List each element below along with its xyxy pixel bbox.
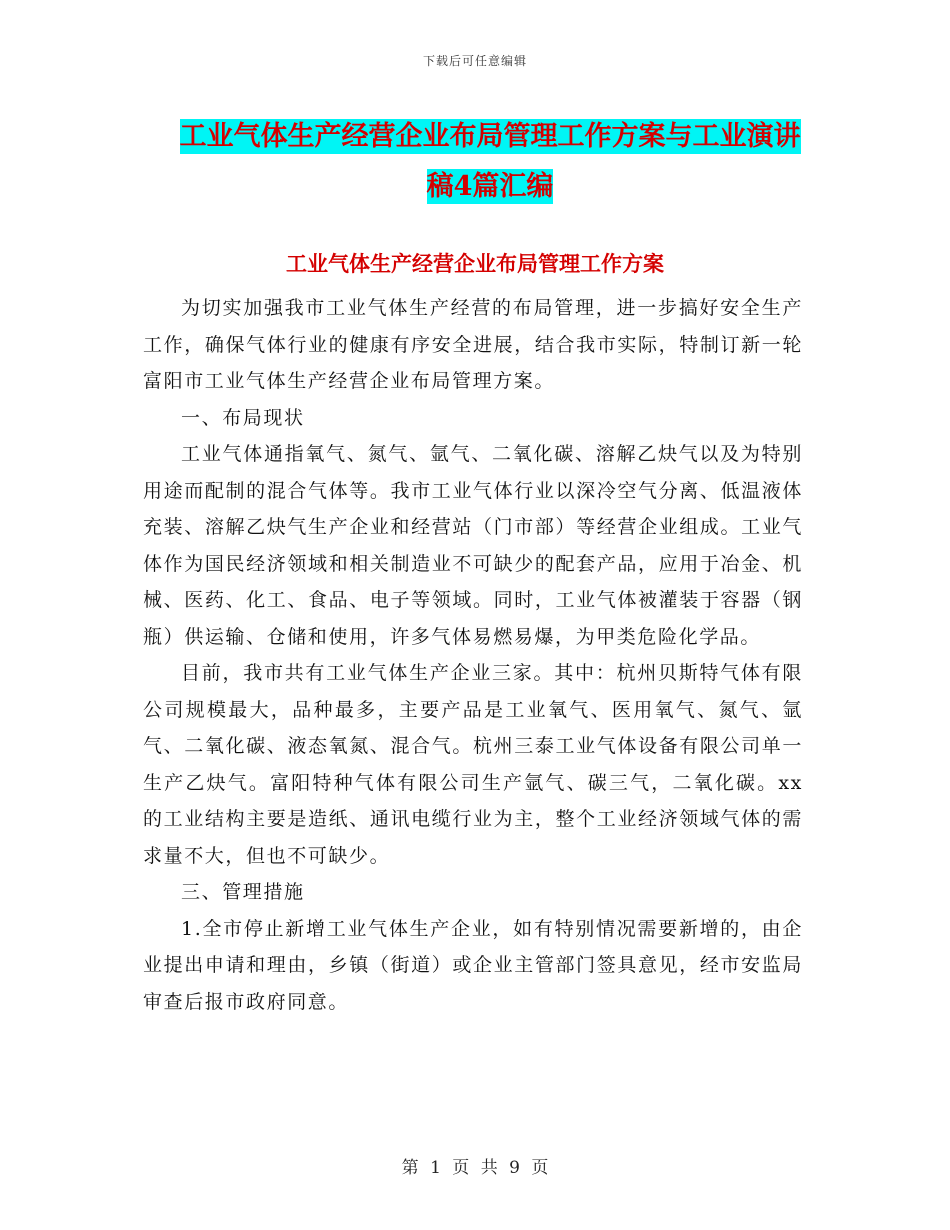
header-note: 下载后可任意编辑 <box>422 54 527 68</box>
heading-layout-status: 一、布局现状 <box>181 406 305 429</box>
heading-management-measures: 三、管理措施 <box>181 881 305 903</box>
document-body <box>143 290 803 1020</box>
paragraph-measure-1: 1.全市停止新增工业气体生产企业，如有特别情况需要新增的，由企业提出申请和理由，乡镇（街道）或企业主管部门签具意见，经市安监局审查后报市政府同意。 <box>143 917 803 1013</box>
document-title <box>140 112 840 212</box>
paragraph-gas-definition: 工业气体通指氧气、氮气、氩气、二氧化碳、溶解乙炔气以及为特别用途而配制的混合气体等。我市工业气体行业以深冷空气分离、低温液体充装、溶解乙炔气生产企业和经营站（门市部）等经营企业组成。工业气体作为国民经济领域和相关制造业不可缺少的配套产品，应用于冶金、机械、医药、化工、食品、电子等领域。同时，工业气体被灌装于容器（钢瓶）供运输、仓储和使用，许多气体易燃易爆，为甲类危险化学品。 <box>143 443 803 648</box>
page-number-footer: 第 1 页 共 9 页 <box>401 1158 549 1178</box>
document-title-line-1: 工业气体生产经营企业布局管理工作方案与工业演讲 <box>179 121 801 152</box>
document-title-line-2: 稿4篇汇编 <box>426 171 554 202</box>
paragraph-intro: 为切实加强我市工业气体生产经营的布局管理，进一步搞好安全生产工作，确保气体行业的健康有序安全进展，结合我市实际，特制订新一轮富阳市工业气体生产经营企业布局管理方案。 <box>143 297 803 392</box>
section-title: 工业气体生产经营企业布局管理工作方案 <box>286 251 664 276</box>
paragraph-current-companies: 目前，我市共有工业气体生产企业三家。其中：杭州贝斯特气体有限公司规模最大，品种最多，主要产品是工业氧气、医用氧气、氮气、氩气、二氧化碳、液态氧氮、混合气。杭州三泰工业气体设备有限公司单一生产乙炔气。富阳特种气体有限公司生产氩气、碳三气，二氧化碳。xx的工业结构主要是造纸、通讯电缆行业为主，整个工业经济领域气体的需求量不大，但也不可缺少。 <box>143 662 803 867</box>
